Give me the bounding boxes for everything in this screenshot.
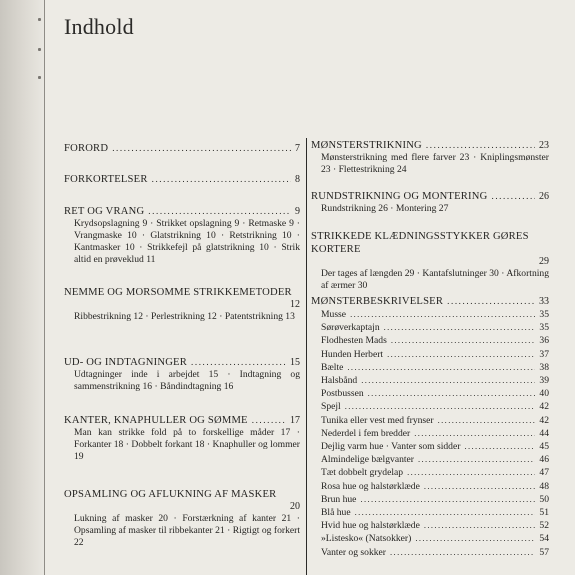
section-title: KANTER, KNAPHULLER OG SØMME xyxy=(64,415,248,426)
section-title: FORORD xyxy=(64,143,109,154)
page-number: 29 xyxy=(539,256,549,267)
section-contents: Der tages af længden 29 · Kantafslutninger 30 · Afkortning af ærmer 30 xyxy=(321,268,549,291)
section-title: FORKORTELSER xyxy=(64,174,148,185)
section-title: RUNDSTRIKNING OG MONTERING xyxy=(311,191,488,202)
dot-leader xyxy=(415,532,535,544)
dot-leader xyxy=(438,414,536,426)
item-name: Blå hue xyxy=(321,507,351,519)
dot-leader xyxy=(414,427,535,439)
page-number: 46 xyxy=(539,454,549,466)
section-title: UD- OG INDTAGNINGER xyxy=(64,357,187,368)
pattern-list xyxy=(311,308,549,559)
list-item xyxy=(311,466,549,479)
list-item xyxy=(311,440,549,453)
toc-section-ret-og-vrang xyxy=(64,205,300,266)
dot-leader xyxy=(424,519,536,531)
toc-section-monsterstrikning xyxy=(311,139,549,176)
section-title: MØNSTERSTRIKNING xyxy=(311,140,422,151)
item-name: Hvid hue og halstørklæde xyxy=(321,520,420,532)
page-number: 48 xyxy=(539,480,549,492)
list-item xyxy=(311,493,549,506)
list-item xyxy=(311,414,549,427)
toc-section-kanter xyxy=(64,414,300,463)
section-contents: Mønsterstrikning med flere farver 23 · Kniplingsmønster 23 · Flettestrikning 24 xyxy=(321,152,549,175)
page-gutter xyxy=(0,0,44,575)
list-item xyxy=(311,427,549,440)
dot-leader xyxy=(491,190,535,203)
item-name: Dejlig varm hue · Vanter som sidder xyxy=(321,441,461,453)
page-number: 40 xyxy=(539,388,549,400)
section-title: MØNSTERBESKRIVELSER xyxy=(311,296,444,307)
page-title: Indhold xyxy=(64,14,134,39)
list-item xyxy=(311,546,549,559)
list-item xyxy=(311,387,549,400)
page-number: 42 xyxy=(539,401,549,413)
item-name: Tunika eller vest med frynser xyxy=(321,414,434,426)
page-number: 9 xyxy=(295,206,300,217)
list-item xyxy=(311,334,549,347)
item-name: Musse xyxy=(321,309,347,320)
dot-leader xyxy=(360,493,535,505)
section-contents: Man kan strikke fold på to forskellige måder 17 · Forkanter 18 · Dobbelt forkant 18 · Knaphuller og lommer 19 xyxy=(74,427,300,462)
dot-leader xyxy=(368,387,536,399)
list-item xyxy=(311,348,549,361)
dot-leader xyxy=(347,361,535,373)
toc-section-opsamling xyxy=(64,488,300,549)
page-number: 12 xyxy=(290,299,300,310)
dot-leader xyxy=(361,374,535,386)
list-item xyxy=(311,361,549,374)
dot-leader xyxy=(350,308,535,320)
list-item xyxy=(311,453,549,466)
toc-section-forkortelser xyxy=(64,173,300,186)
binding-mark xyxy=(38,48,41,51)
dot-leader xyxy=(112,142,291,155)
dot-leader xyxy=(426,139,535,152)
dot-leader xyxy=(390,546,535,558)
item-name: Nederdel i fem bredder xyxy=(321,427,411,439)
dot-leader xyxy=(191,356,286,369)
dot-leader xyxy=(424,480,536,492)
list-item xyxy=(311,506,549,519)
page-number: 35 xyxy=(539,309,549,320)
dot-leader xyxy=(355,506,536,518)
item-name: Bælte xyxy=(321,361,344,373)
page-number: 35 xyxy=(539,322,549,334)
page-number: 38 xyxy=(539,361,549,373)
toc-section-ud-og-ind xyxy=(64,356,300,393)
item-name: Flodhesten Mads xyxy=(321,335,387,347)
dot-leader xyxy=(148,205,291,218)
page-number: 51 xyxy=(539,507,549,519)
page-number: 54 xyxy=(539,533,549,545)
item-name: Postbussen xyxy=(321,388,364,400)
item-name: »Listesko« (Natsokker) xyxy=(321,533,412,545)
page-number: 52 xyxy=(539,520,549,532)
toc-section-rundstrikning xyxy=(311,190,549,215)
column-divider xyxy=(306,138,307,575)
item-name: Almindelige bælgvanter xyxy=(321,454,414,466)
page-number: 37 xyxy=(539,348,549,360)
page-number: 47 xyxy=(539,467,549,479)
list-item xyxy=(311,519,549,532)
item-name: Sørøverkaptajn xyxy=(321,322,380,334)
item-name: Brun hue xyxy=(321,493,357,505)
page-number: 36 xyxy=(539,335,549,347)
item-name: Spejl xyxy=(321,401,341,413)
page-number: 7 xyxy=(295,143,300,154)
dot-leader xyxy=(387,348,535,360)
list-item xyxy=(311,532,549,545)
section-title: NEMME OG MORSOMME STRIKKEMETODER xyxy=(64,287,292,298)
dot-leader xyxy=(152,173,291,186)
list-item xyxy=(311,400,549,413)
list-item xyxy=(311,308,549,321)
dot-leader xyxy=(345,400,536,412)
dot-leader xyxy=(384,321,536,333)
toc-section-strikkede xyxy=(311,230,549,292)
page-number: 26 xyxy=(539,191,549,202)
page-number: 23 xyxy=(539,140,549,151)
toc-section-beskrivelser xyxy=(311,295,549,559)
list-item xyxy=(311,374,549,387)
page-number: 33 xyxy=(539,296,549,307)
dot-leader xyxy=(391,334,536,346)
dot-leader xyxy=(447,295,535,308)
dot-leader xyxy=(252,414,286,427)
toc-section-forord xyxy=(64,142,300,155)
toc-section-nemme xyxy=(64,286,300,323)
item-name: Hunden Herbert xyxy=(321,348,384,360)
binding-mark xyxy=(38,76,41,79)
list-item xyxy=(311,480,549,493)
page-number: 15 xyxy=(290,357,300,368)
section-title: RET OG VRANG xyxy=(64,206,145,217)
section-contents: Krydsopslagning 9 · Strikket opslagning 9 · Retmaske 9 · Vrangmaske 10 · Glatstrikning 10 · Retstrikning 10 · Kantmasker 10 · Strikkefejl på glatstrikning 10 · Strik altid en prøveklud 11 xyxy=(74,218,300,265)
page-number: 39 xyxy=(539,375,549,387)
section-title: STRIKKEDE KLÆDNINGSSTYKKER GØRES KORTERE xyxy=(311,231,529,255)
page-number: 50 xyxy=(539,493,549,505)
page-number: 8 xyxy=(295,174,300,185)
item-name: Rosa hue og halstørklæde xyxy=(321,480,420,492)
section-contents: Rundstrikning 26 · Montering 27 xyxy=(321,203,449,214)
list-item xyxy=(311,321,549,334)
page-number: 17 xyxy=(290,415,300,426)
dot-leader xyxy=(418,453,535,465)
section-title: OPSAMLING OG AFLUKNING AF MASKER xyxy=(64,489,277,500)
page-number: 57 xyxy=(539,546,549,558)
page-number: 45 xyxy=(539,441,549,453)
item-name: Halsbånd xyxy=(321,375,358,387)
binding-mark xyxy=(38,18,41,21)
item-name: Tæt dobbelt grydelap xyxy=(321,467,404,479)
dot-leader xyxy=(407,466,535,478)
page-number: 42 xyxy=(539,414,549,426)
section-contents: Ribbestrikning 12 · Perlestrikning 12 · Patentstrikning 13 xyxy=(74,311,295,322)
section-contents: Udtagninger inde i arbejdet 15 · Indtagning og sammenstrikning 16 · Båndindtagning 16 xyxy=(74,369,300,392)
item-name: Vanter og sokker xyxy=(321,546,387,558)
page-number: 44 xyxy=(539,427,549,439)
page-fold xyxy=(44,0,45,575)
page-number: 20 xyxy=(290,501,300,512)
section-contents: Lukning af masker 20 · Forstærkning af kanter 21 · Opsamling af masker til ribbekanter 21 · Rigtigt og forkert 22 xyxy=(74,513,300,548)
dot-leader xyxy=(464,440,535,452)
